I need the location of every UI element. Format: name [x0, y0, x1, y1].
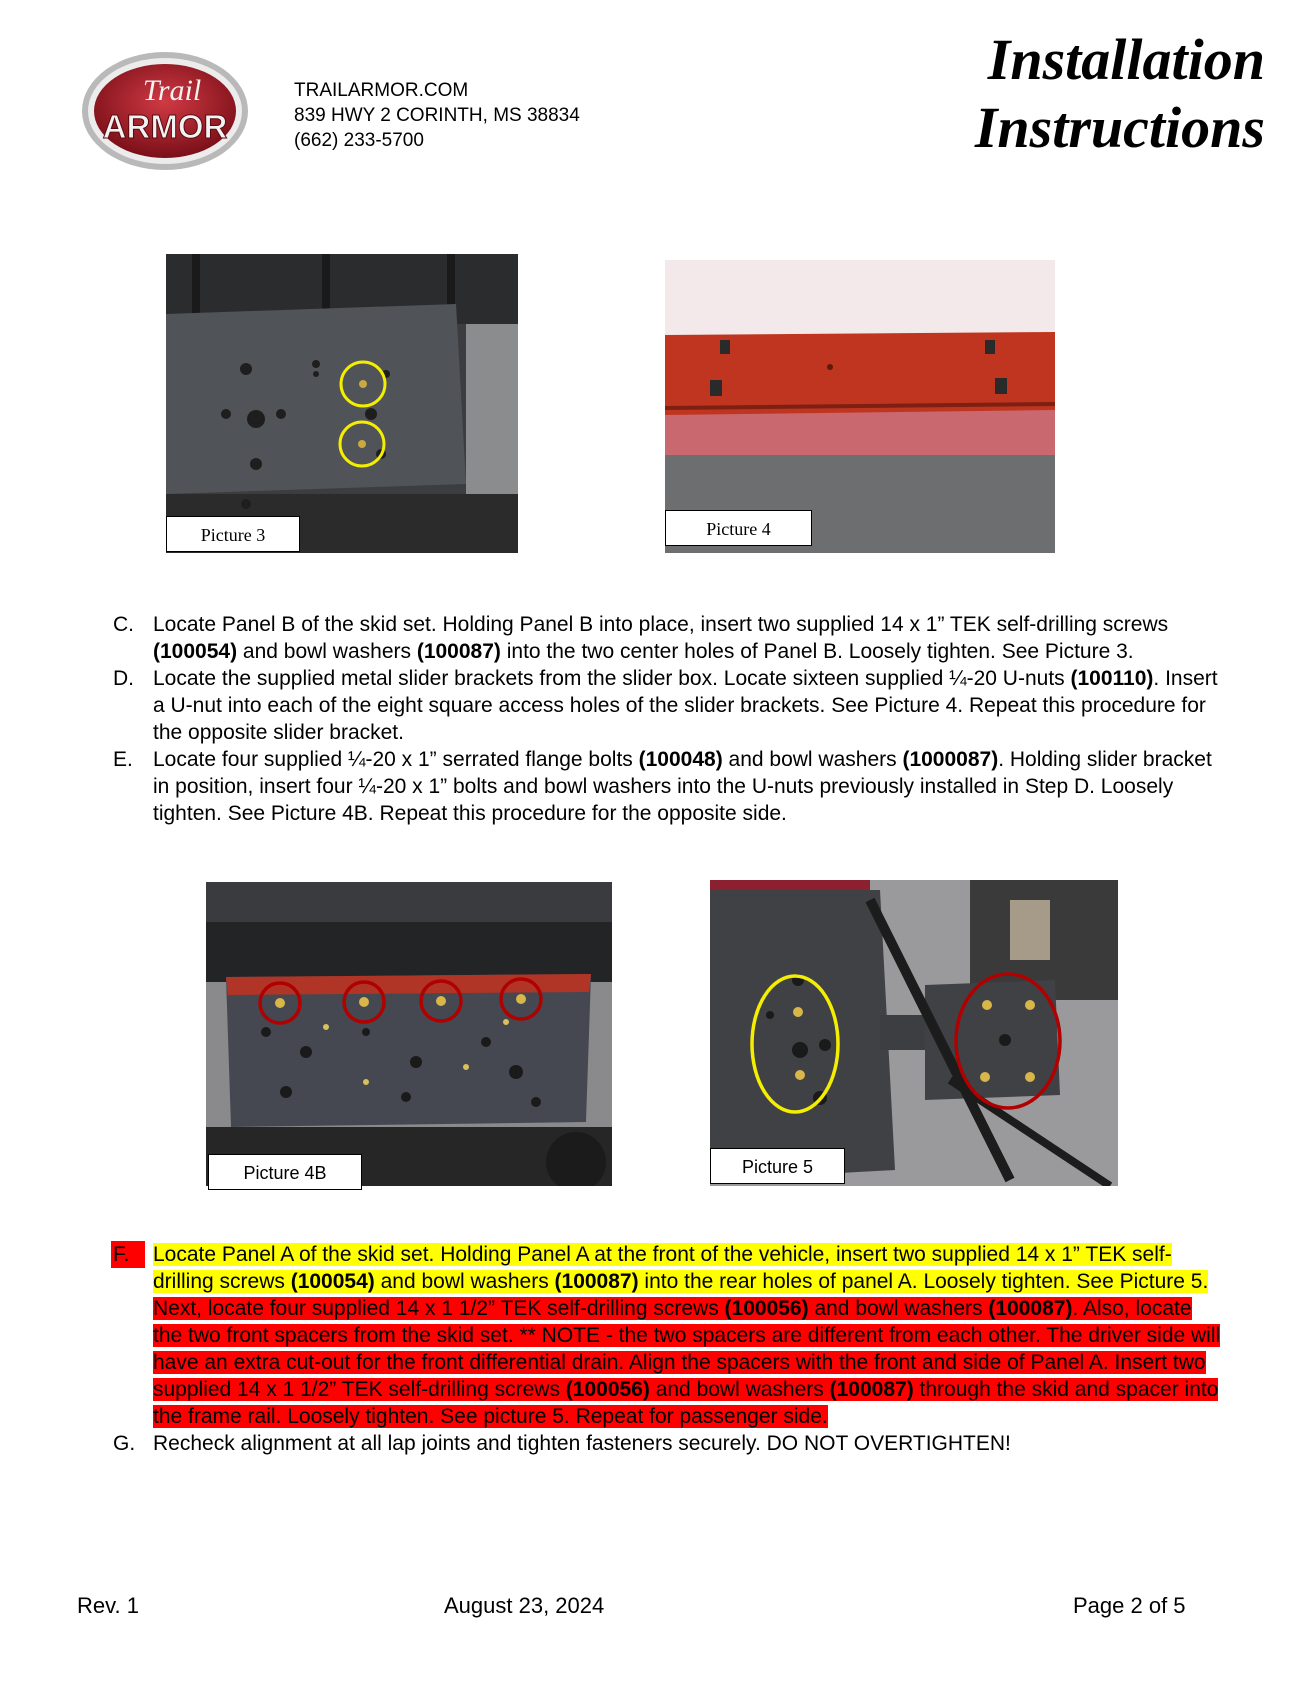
step-text-run: (100056) [565, 1378, 650, 1401]
picture-4b-photo [206, 882, 612, 1186]
step-text-run: into the rear holes of panel A. Loosely tighten. See Picture 5. [638, 1270, 1209, 1293]
picture-4-caption: Picture 4 [665, 510, 812, 546]
step-text-run: (100054) [290, 1270, 375, 1293]
step-text-run: . Holding slider bracket in position, insert four ¼-20 x 1” bolts and bowl washers into the U-nuts previously installed in Step D. Loosely tighten. See Picture 4B. Repeat this procedure for the opposite side. [153, 748, 1212, 825]
step-text-run: and bowl washers [374, 1270, 555, 1293]
step-e [113, 746, 1223, 827]
step-text-run: (100056) [724, 1297, 809, 1320]
step-text-run: and bowl washers [237, 640, 417, 663]
picture-3-caption: Picture 3 [166, 516, 300, 552]
step-text-run: Locate the supplied metal slider brackets from the slider box. Locate sixteen supplied ¼-20 U-nuts [153, 667, 1071, 690]
step-text [153, 1243, 1220, 1428]
step-text-run: Next, locate four supplied 14 x 1 1/2” TEK self-drilling screws [153, 1297, 725, 1320]
step-letter: E. [113, 748, 133, 771]
step-text-run: (100087) [554, 1270, 639, 1293]
step-text-run: and bowl washers [649, 1378, 830, 1401]
step-f [113, 1241, 1223, 1430]
footer-revision: Rev. 1 [77, 1593, 139, 1618]
step-text-run: and bowl washers [808, 1297, 989, 1320]
footer-page-number: Page 2 of 5 [1073, 1593, 1186, 1618]
step-letter: F. [111, 1241, 145, 1268]
step-text-run: Locate Panel A of the skid set. Holding Panel A at the front of the vehicle, insert two supplied 14 x 1” TEK self-drilling screws [153, 1243, 1172, 1293]
step-text-run: Recheck alignment at all lap joints and tighten fasteners securely. DO NOT OVERTIGHTEN! [153, 1432, 1011, 1455]
step-text-run: (1000087) [902, 748, 999, 771]
step-text-run: into the two center holes of Panel B. Loosely tighten. See Picture 3. [500, 640, 1134, 663]
footer-date: August 23, 2024 [444, 1593, 605, 1618]
title-line-1: Installation [987, 27, 1265, 92]
trail-armor-logo [80, 50, 250, 172]
picture-3-photo [166, 254, 518, 553]
picture-5-photo [710, 880, 1118, 1186]
website-text: TRAILARMOR.COM [294, 80, 469, 101]
step-text-run: (100048) [638, 748, 723, 771]
step-letter: D. [113, 667, 134, 690]
step-d [113, 665, 1223, 746]
steps-f-g [113, 1241, 1223, 1457]
phone-text: (662) 233-5700 [294, 130, 424, 151]
step-text-run: . Also, locate the two front spacers from the skid set. ** NOTE - the two spacers are different from each other. The driver side will have an extra cut-out for the front differential drain. Align the spacers with the front and side of Panel A. Insert two supplied 14 x 1 1/2” TEK self-drilling screws [153, 1297, 1221, 1401]
step-text-run: (100087) [829, 1378, 914, 1401]
step-text-run: Locate four supplied ¼-20 x 1” serrated flange bolts [153, 748, 639, 771]
step-text-run: and bowl washers [722, 748, 903, 771]
step-text-run: Locate Panel B of the skid set. Holding Panel B into place, insert two supplied 14 x 1” TEK self-drilling screws [153, 613, 1169, 636]
step-text-run: (100110) [1070, 667, 1154, 690]
logo-text-trail: Trail [142, 74, 202, 107]
step-text-run: . Insert a U-nut into each of the eight square access holes of the slider brackets. See Picture 4. Repeat this procedure for the opposite slider bracket. [153, 667, 1218, 744]
steps-c-e [113, 611, 1223, 827]
step-text-run: (100054) [153, 640, 238, 663]
step-text [153, 613, 1168, 663]
step-text [153, 1432, 1011, 1455]
title-line-2: Instructions [974, 95, 1265, 160]
company-contact [294, 78, 580, 153]
picture-5-caption: Picture 5 [710, 1148, 845, 1184]
step-text-run: (100087) [416, 640, 501, 663]
step-letter: G. [113, 1432, 136, 1455]
picture-4b-caption: Picture 4B [208, 1154, 362, 1190]
address-text: 839 HWY 2 CORINTH, MS 38834 [294, 105, 580, 126]
step-text [153, 667, 1218, 744]
step-c [113, 611, 1223, 665]
step-text-run: (100087) [988, 1297, 1073, 1320]
page-title [975, 26, 1265, 162]
step-g [113, 1430, 1223, 1457]
step-text-run: through the skid and spacer into the frame rail. Loosely tighten. See picture 5. Repeat for passenger side. [153, 1378, 1219, 1428]
step-letter: C. [113, 613, 134, 636]
step-text [153, 748, 1212, 825]
logo-text-armor: ARMOR [102, 108, 228, 145]
